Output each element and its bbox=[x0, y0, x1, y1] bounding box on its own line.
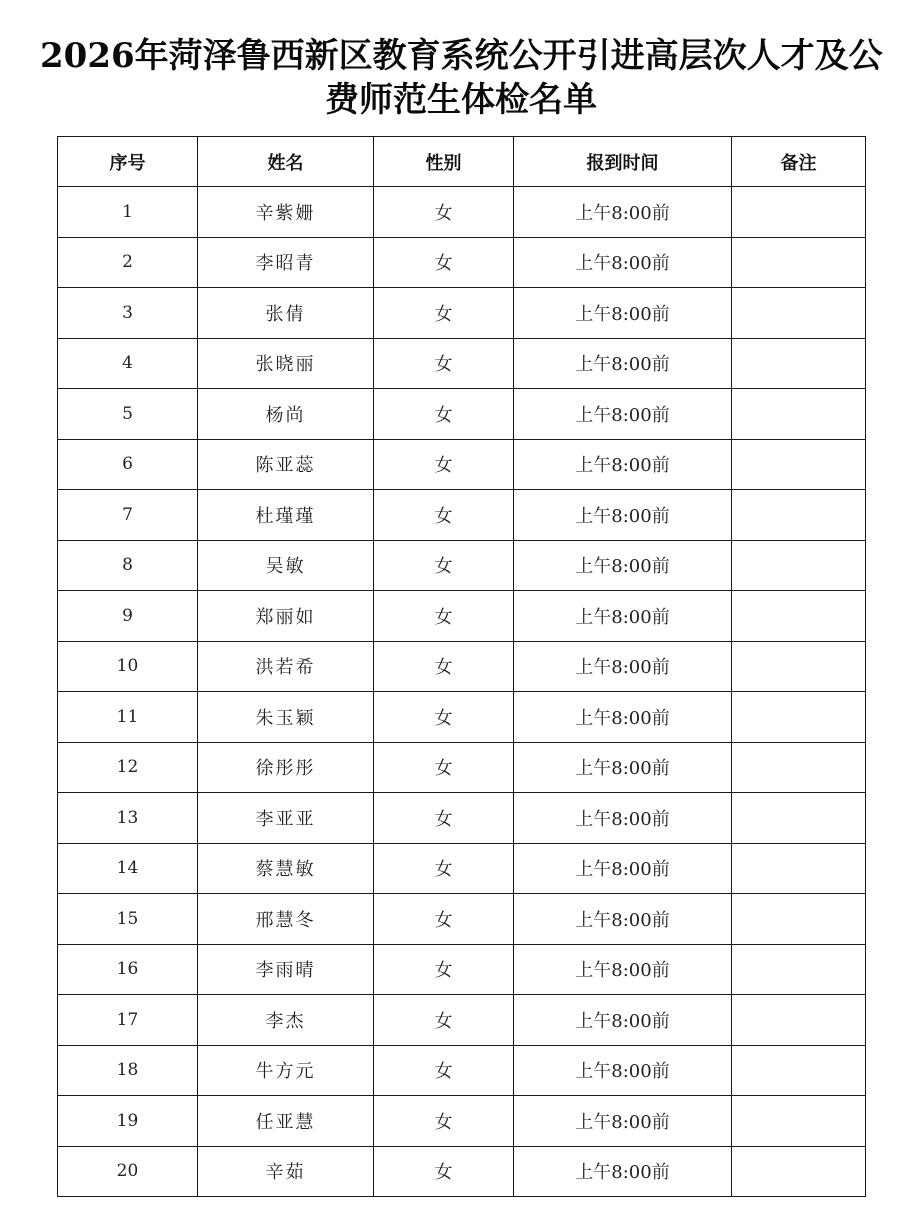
row-index: 18 bbox=[58, 1045, 198, 1096]
table-row bbox=[58, 995, 866, 1046]
row-gender: 女 bbox=[374, 995, 514, 1046]
row-remarks bbox=[732, 591, 866, 642]
row-remarks bbox=[732, 995, 866, 1046]
table-row bbox=[58, 1146, 866, 1197]
table-row bbox=[58, 237, 866, 288]
row-index: 5 bbox=[58, 389, 198, 440]
row-gender: 女 bbox=[374, 490, 514, 541]
row-report-time: 上午8:00前 bbox=[514, 995, 732, 1046]
row-report-time: 上午8:00前 bbox=[514, 793, 732, 844]
row-gender: 女 bbox=[374, 1146, 514, 1197]
row-name: 陈亚蕊 bbox=[198, 439, 374, 490]
table-row bbox=[58, 288, 866, 339]
row-report-time: 上午8:00前 bbox=[514, 641, 732, 692]
row-index: 10 bbox=[58, 641, 198, 692]
row-index: 15 bbox=[58, 894, 198, 945]
row-name: 蔡慧敏 bbox=[198, 843, 374, 894]
row-name: 李亚亚 bbox=[198, 793, 374, 844]
table-row bbox=[58, 944, 866, 995]
title-line-2: 费师范生体检名单 bbox=[325, 80, 597, 120]
row-report-time: 上午8:00前 bbox=[514, 843, 732, 894]
row-remarks bbox=[732, 338, 866, 389]
row-gender: 女 bbox=[374, 439, 514, 490]
row-remarks bbox=[732, 641, 866, 692]
table-row bbox=[58, 591, 866, 642]
row-name: 张晓丽 bbox=[198, 338, 374, 389]
row-remarks bbox=[732, 288, 866, 339]
row-gender: 女 bbox=[374, 1096, 514, 1147]
row-report-time: 上午8:00前 bbox=[514, 944, 732, 995]
table-row bbox=[58, 793, 866, 844]
row-name: 李杰 bbox=[198, 995, 374, 1046]
table-row bbox=[58, 187, 866, 238]
row-gender: 女 bbox=[374, 389, 514, 440]
row-report-time: 上午8:00前 bbox=[514, 591, 732, 642]
row-name: 邢慧冬 bbox=[198, 894, 374, 945]
row-name: 徐彤彤 bbox=[198, 742, 374, 793]
row-index: 7 bbox=[58, 490, 198, 541]
row-report-time: 上午8:00前 bbox=[514, 1096, 732, 1147]
header-report-time: 报到时间 bbox=[514, 137, 732, 187]
row-gender: 女 bbox=[374, 591, 514, 642]
row-remarks bbox=[732, 1146, 866, 1197]
row-index: 12 bbox=[58, 742, 198, 793]
table-row bbox=[58, 490, 866, 541]
row-gender: 女 bbox=[374, 641, 514, 692]
row-report-time: 上午8:00前 bbox=[514, 1045, 732, 1096]
row-report-time: 上午8:00前 bbox=[514, 540, 732, 591]
row-name: 李昭青 bbox=[198, 237, 374, 288]
row-remarks bbox=[732, 389, 866, 440]
row-name: 牛方元 bbox=[198, 1045, 374, 1096]
row-report-time: 上午8:00前 bbox=[514, 237, 732, 288]
row-gender: 女 bbox=[374, 288, 514, 339]
row-name: 辛紫姗 bbox=[198, 187, 374, 238]
table-row bbox=[58, 843, 866, 894]
health-check-roster-table bbox=[57, 136, 866, 1197]
row-gender: 女 bbox=[374, 944, 514, 995]
row-remarks bbox=[732, 1045, 866, 1096]
row-remarks bbox=[732, 540, 866, 591]
row-index: 1 bbox=[58, 187, 198, 238]
row-gender: 女 bbox=[374, 843, 514, 894]
row-gender: 女 bbox=[374, 540, 514, 591]
row-index: 19 bbox=[58, 1096, 198, 1147]
row-report-time: 上午8:00前 bbox=[514, 187, 732, 238]
row-remarks bbox=[732, 490, 866, 541]
row-gender: 女 bbox=[374, 237, 514, 288]
row-report-time: 上午8:00前 bbox=[514, 288, 732, 339]
row-index: 17 bbox=[58, 995, 198, 1046]
row-remarks bbox=[732, 742, 866, 793]
row-index: 11 bbox=[58, 692, 198, 743]
row-remarks bbox=[732, 894, 866, 945]
row-index: 4 bbox=[58, 338, 198, 389]
row-gender: 女 bbox=[374, 1045, 514, 1096]
row-remarks bbox=[732, 187, 866, 238]
row-gender: 女 bbox=[374, 793, 514, 844]
row-index: 13 bbox=[58, 793, 198, 844]
table-header-row bbox=[58, 137, 866, 187]
row-name: 朱玉颖 bbox=[198, 692, 374, 743]
row-remarks bbox=[732, 843, 866, 894]
row-remarks bbox=[732, 1096, 866, 1147]
table-row bbox=[58, 641, 866, 692]
table-row bbox=[58, 894, 866, 945]
header-gender: 性别 bbox=[374, 137, 514, 187]
row-report-time: 上午8:00前 bbox=[514, 1146, 732, 1197]
row-index: 2 bbox=[58, 237, 198, 288]
row-name: 杨尚 bbox=[198, 389, 374, 440]
row-gender: 女 bbox=[374, 692, 514, 743]
row-remarks bbox=[732, 692, 866, 743]
row-index: 8 bbox=[58, 540, 198, 591]
title-line-1: 2026年菏泽鲁西新区教育系统公开引进高层次人才及公 bbox=[40, 36, 883, 76]
table-row bbox=[58, 1045, 866, 1096]
table-row bbox=[58, 338, 866, 389]
row-report-time: 上午8:00前 bbox=[514, 742, 732, 793]
table-body bbox=[58, 187, 866, 1197]
row-name: 郑丽如 bbox=[198, 591, 374, 642]
row-name: 张倩 bbox=[198, 288, 374, 339]
row-index: 16 bbox=[58, 944, 198, 995]
row-remarks bbox=[732, 439, 866, 490]
row-index: 6 bbox=[58, 439, 198, 490]
row-remarks bbox=[732, 944, 866, 995]
row-gender: 女 bbox=[374, 742, 514, 793]
table-row bbox=[58, 1096, 866, 1147]
row-name: 任亚慧 bbox=[198, 1096, 374, 1147]
table-row bbox=[58, 439, 866, 490]
row-report-time: 上午8:00前 bbox=[514, 338, 732, 389]
row-index: 3 bbox=[58, 288, 198, 339]
table-row bbox=[58, 389, 866, 440]
row-name: 辛茹 bbox=[198, 1146, 374, 1197]
row-gender: 女 bbox=[374, 894, 514, 945]
row-report-time: 上午8:00前 bbox=[514, 439, 732, 490]
table-row bbox=[58, 692, 866, 743]
table-row bbox=[58, 540, 866, 591]
row-report-time: 上午8:00前 bbox=[514, 692, 732, 743]
table-row bbox=[58, 742, 866, 793]
row-index: 20 bbox=[58, 1146, 198, 1197]
header-name: 姓名 bbox=[198, 137, 374, 187]
row-name: 李雨晴 bbox=[198, 944, 374, 995]
row-name: 杜瑾瑾 bbox=[198, 490, 374, 541]
row-report-time: 上午8:00前 bbox=[514, 490, 732, 541]
row-report-time: 上午8:00前 bbox=[514, 894, 732, 945]
header-remarks: 备注 bbox=[732, 137, 866, 187]
row-index: 9 bbox=[58, 591, 198, 642]
row-remarks bbox=[732, 793, 866, 844]
row-remarks bbox=[732, 237, 866, 288]
row-report-time: 上午8:00前 bbox=[514, 389, 732, 440]
row-gender: 女 bbox=[374, 187, 514, 238]
row-index: 14 bbox=[58, 843, 198, 894]
row-name: 吴敏 bbox=[198, 540, 374, 591]
row-gender: 女 bbox=[374, 338, 514, 389]
header-index: 序号 bbox=[58, 137, 198, 187]
document-title bbox=[40, 34, 882, 122]
row-name: 洪若希 bbox=[198, 641, 374, 692]
